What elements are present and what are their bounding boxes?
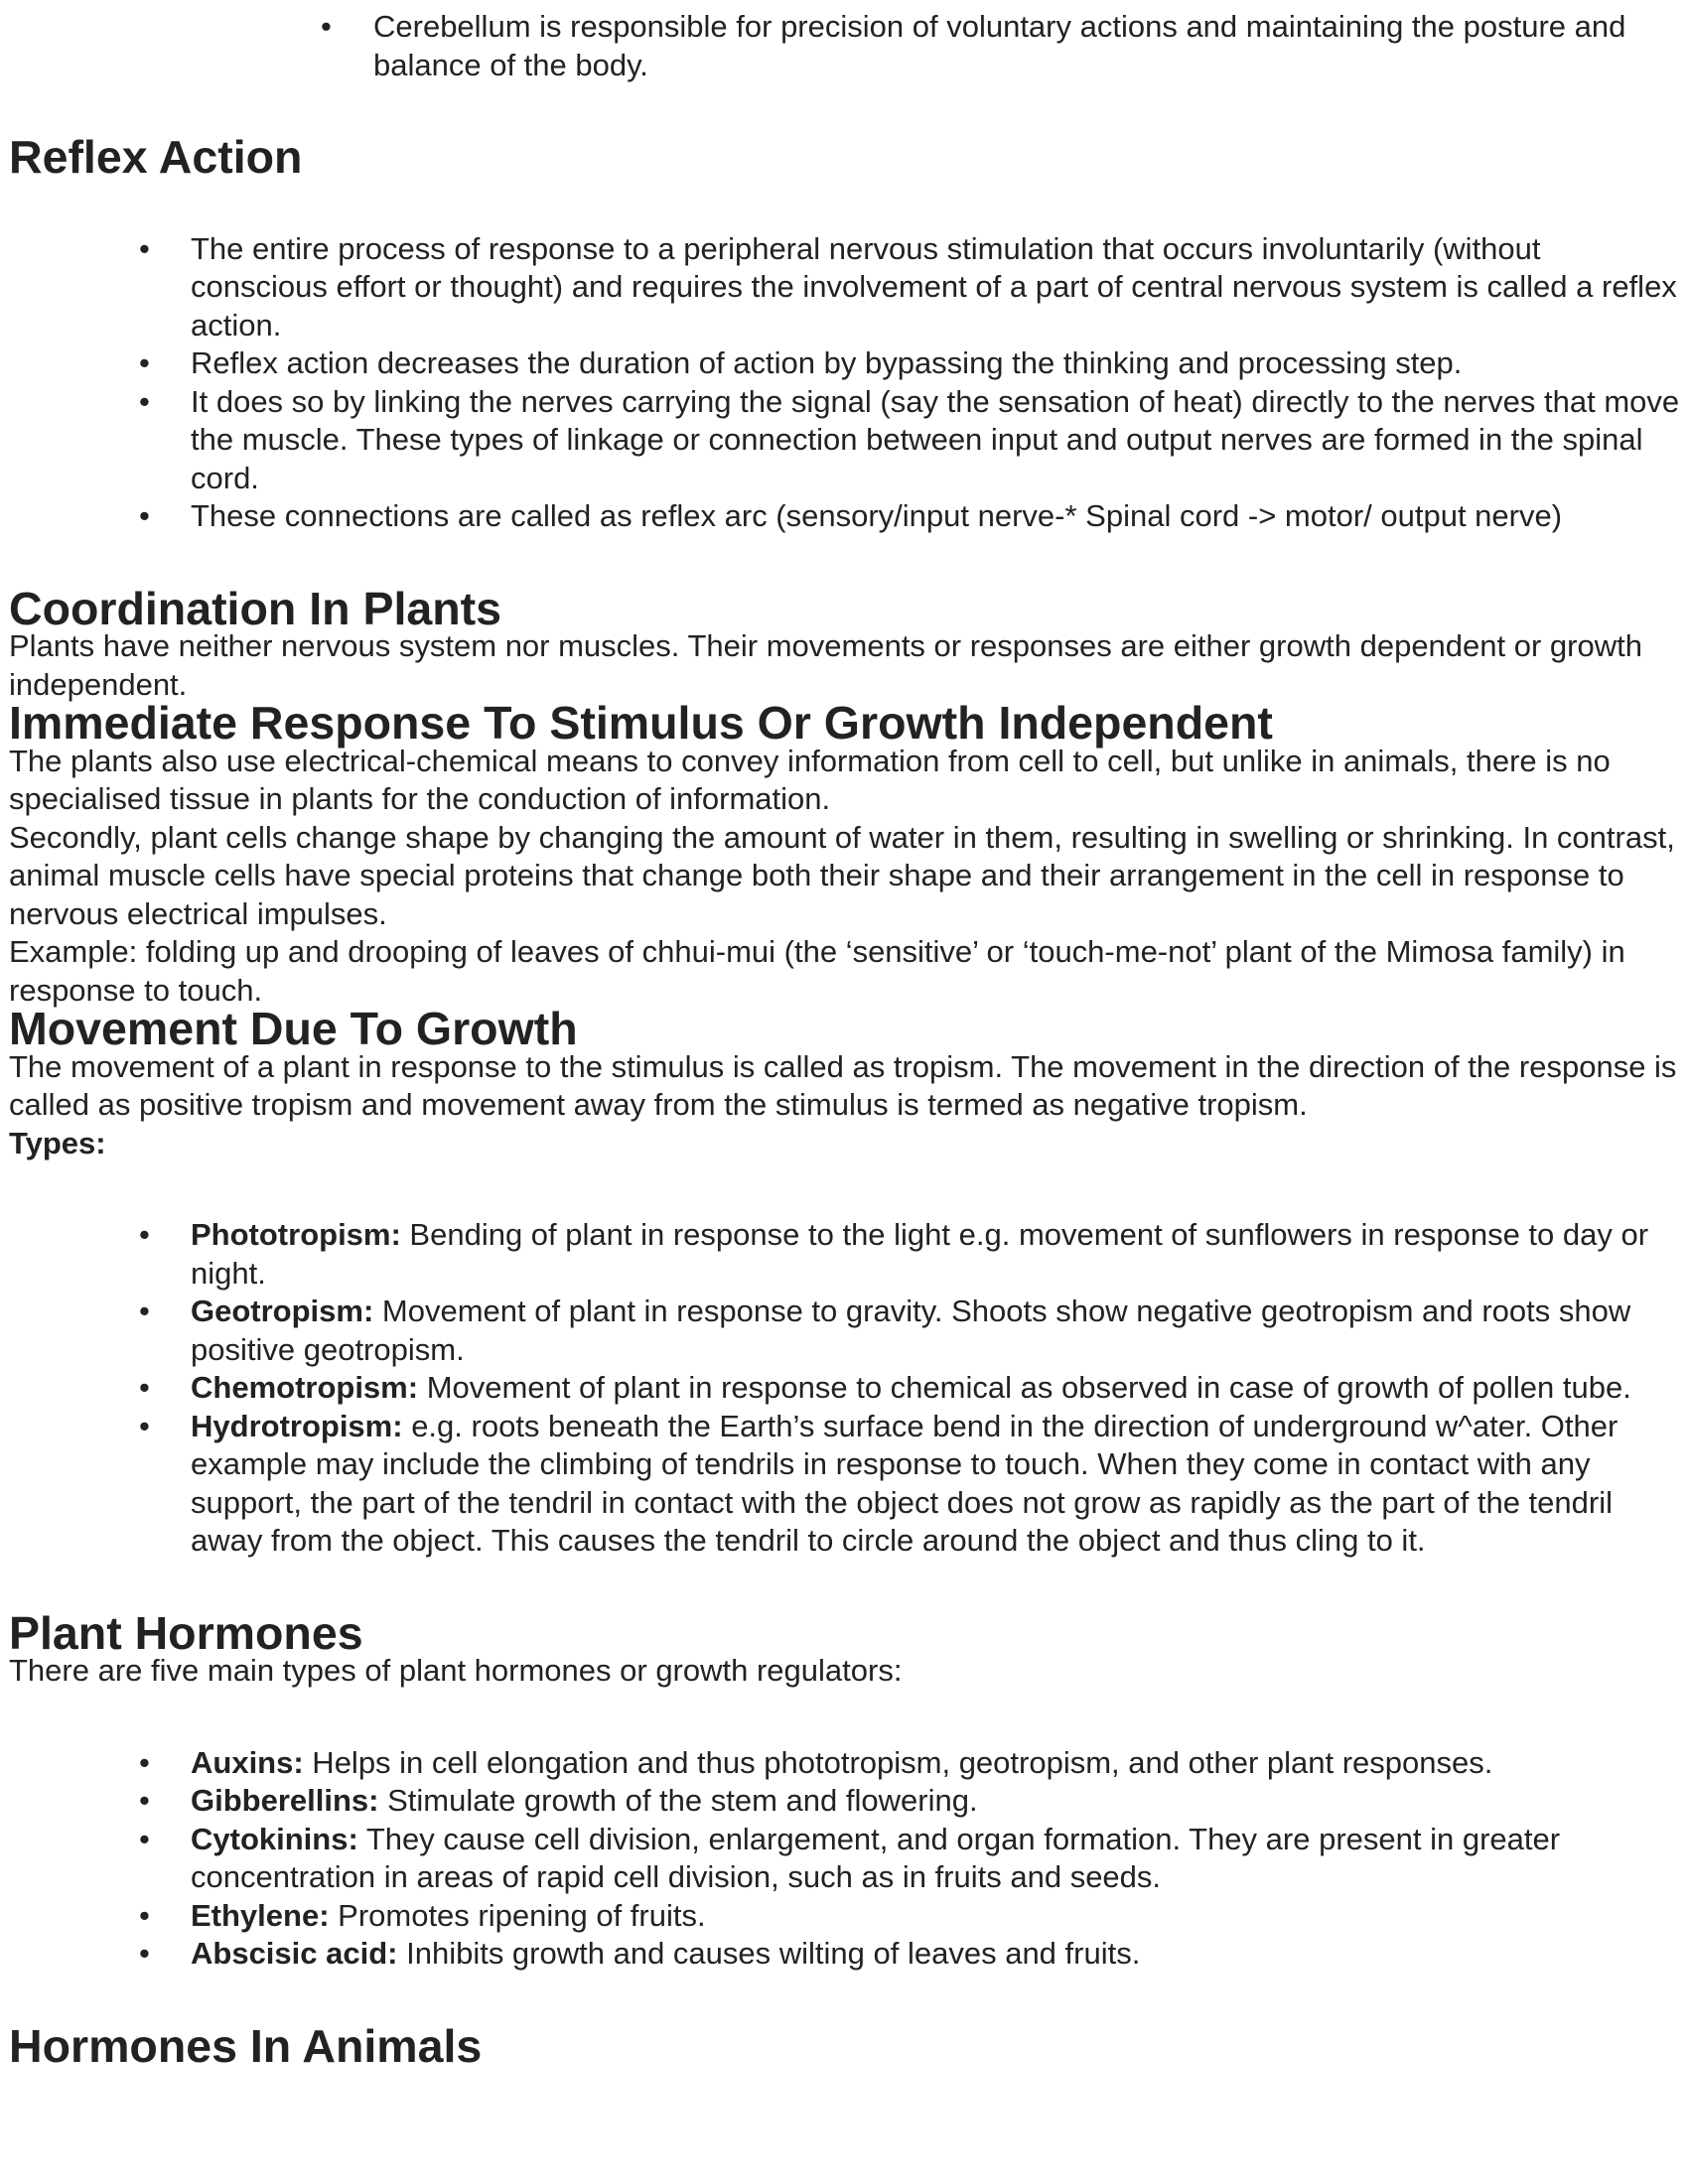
reflex-action-list (9, 230, 1682, 536)
list-item: • The entire process of response to a peripheral nervous stimulation that occurs involuntarily (without conscious effort or thought) and requires the involvement of a part of central nervous system is called a reflex action. (9, 230, 1682, 345)
heading-plant-hormones: Plant Hormones (9, 1606, 363, 1659)
definition: Movement of plant in response to gravity. Shoots show negative geotropism and roots show positive geotropism. (191, 1294, 1631, 1367)
list-item: • It does so by linking the nerves carrying the signal (say the sensation of heat) directly to the nerves that move the muscle. These types of linkage or connection between input and output nerves are formed in the spinal cord. (9, 383, 1682, 498)
list-item-gibberellins (9, 1782, 1682, 1821)
immediate-response-paragraph: The plants also use electrical-chemical means to convey information from cell to cell, but unlike in animals, there is no specialised tissue in plants for the conduction of information. (9, 743, 1611, 816)
list-item-ethylene (9, 1897, 1682, 1936)
term: Hydrotropism: (191, 1408, 403, 1443)
heading-coordination-in-plants: Coordination In Plants (9, 582, 501, 634)
list-item: • These connections are called as reflex arc (sensory/input nerve-* Spinal cord -> motor/ output nerve) (9, 497, 1682, 536)
list-item-auxins (9, 1744, 1682, 1783)
list-item-cytokinins (9, 1821, 1682, 1897)
term: Geotropism: (191, 1294, 374, 1328)
list-item-abscisic-acid (9, 1935, 1682, 1974)
coordination-intro: Plants have neither nervous system nor muscles. Their movements or responses are either growth dependent or growth independent. (9, 628, 1642, 702)
term: Gibberellins: (191, 1783, 379, 1818)
term: Chemotropism: (191, 1370, 419, 1405)
definition: Promotes ripening of fruits. (329, 1897, 706, 1933)
definition: Bending of plant in response to the light e.g. movement of sunflowers in response to day or night. (191, 1217, 1649, 1291)
tropism-paragraph: The movement of a plant in response to the stimulus is called as tropism. The movement in the direction of the response is called as positive tropism and movement away from the stimulus is termed as negative tropism. (9, 1048, 1677, 1122)
term: Ethylene: (191, 1897, 330, 1933)
definition: Movement of plant in response to chemical as observed in case of growth of pollen tube. (418, 1370, 1631, 1405)
list-item-phototropism (9, 1216, 1682, 1293)
plant-hormones-intro: There are five main types of plant hormones or growth regulators: (9, 1653, 903, 1688)
heading-movement-due-to-growth: Movement Due To Growth (9, 1003, 578, 1054)
term: Auxins: (191, 1744, 304, 1780)
plant-hormones-list (9, 1744, 1682, 1974)
list-item-chemotropism (9, 1369, 1682, 1408)
definition: e.g. roots beneath the Earth’s surface bend in the direction of underground w^ater. Other example may include the climbing of tendrils in response to touch. When they come in contact with any support, the part of the tendril in contact with the object does not grow as rapidly as the part of the tendril away from the object. This causes the tendril to circle around the object and thus cling to it. (191, 1408, 1618, 1558)
types-label: Types: (9, 1125, 106, 1160)
list-item: • Reflex action decreases the duration of action by bypassing the thinking and processing step. (9, 344, 1682, 383)
immediate-response-paragraph: Secondly, plant cells change shape by changing the amount of water in them, resulting in swelling or shrinking. In contrast, animal muscle cells have special proteins that change both their shape and their arrangement in the cell in response to nervous electrical impulses. (9, 819, 1675, 931)
heading-immediate-response: Immediate Response To Stimulus Or Growth Independent (9, 697, 1273, 749)
term: Phototropism: (191, 1217, 401, 1252)
list-item-cerebellum: • Cerebellum is responsible for precision of voluntary actions and maintaining the posture and balance of the body. (9, 8, 1682, 84)
cerebellum-list (9, 8, 1682, 84)
definition: Stimulate growth of the stem and flowering. (378, 1783, 978, 1818)
document-page (9, 8, 1682, 2072)
tropism-types-list (9, 1216, 1682, 1561)
definition: Inhibits growth and causes wilting of leaves and fruits. (397, 1936, 1141, 1971)
definition: They cause cell division, enlargement, and organ formation. They are present in greater concentration in areas of rapid cell division, such as in fruits and seeds. (191, 1821, 1561, 1894)
term: Cytokinins: (191, 1821, 358, 1856)
list-item-hydrotropism (9, 1408, 1682, 1561)
heading-reflex-action: Reflex Action (9, 131, 303, 183)
list-item-geotropism (9, 1293, 1682, 1369)
definition: Helps in cell elongation and thus phototropism, geotropism, and other plant responses. (303, 1744, 1493, 1780)
immediate-response-example: Example: folding up and drooping of leaves of chhui-mui (the ‘sensitive’ or ‘touch-me-not’ plant of the Mimosa family) in response to touch. (9, 934, 1625, 1008)
term: Abscisic acid: (191, 1936, 398, 1971)
heading-hormones-in-animals: Hormones In Animals (9, 2019, 483, 2072)
